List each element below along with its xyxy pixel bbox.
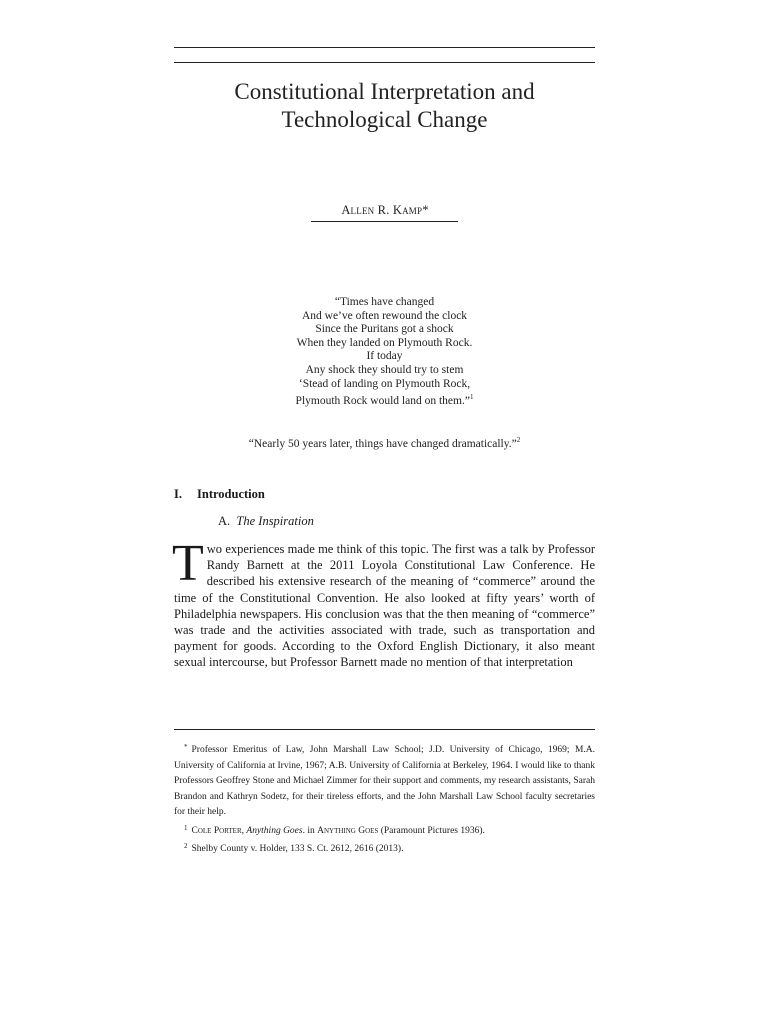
poem-line: “Times have changed <box>334 296 435 308</box>
citation-work: Anything Goes <box>246 825 303 836</box>
header-rule-bottom <box>174 62 595 63</box>
paragraph-text: wo experiences made me think of this topic. The first was a talk by Professor Randy Barnett at the 2011 Loyola Constitutional Law Conference. He described his extensive research of the meaning of “commerce” around the time of the Constitutional Convention. He also looked at fifty years’ worth of Philadelphia newspapers. His conclusion was that the then meaning of “commerce” was trade and the activities associated with trade, such as transportation and payment for goods. According to the Oxford English Dictionary, it also meant sexual intercourse, but Professor Barnett made no mention of that interpretation <box>174 542 595 670</box>
epigraph-text: “Nearly 50 years later, things have changed dramatically.” <box>248 437 517 450</box>
section-heading <box>174 487 265 502</box>
poem-epigraph <box>174 296 595 409</box>
footnote-2 <box>174 839 595 858</box>
footnote-ref-1[interactable]: 1 <box>469 393 474 402</box>
poem-line: If today <box>366 350 403 363</box>
footnote-text: Professor Emeritus of Law, John Marshall Law School; J.D. University of Chicago, 1969; M.A. University of California at Irvine, 1967; A.B. University of California at Berkeley, 1964. I would like to thank Professors Geoffrey Stone and Michael Zimmer for their support and comments, my research assistants, Sarah Brandon and Kathryn Sodetz, for their tireless efforts, and the John Marshall Law School faculty secretaries for their help. <box>174 745 595 817</box>
drop-cap: T <box>172 535 204 592</box>
poem-line: And we’ve often rewound the clock <box>301 309 468 322</box>
title-line-1: Constitutional Interpretation and <box>234 79 535 104</box>
subsection-title: The Inspiration <box>236 514 314 528</box>
poem-line: Any shock they should try to stem <box>305 363 464 376</box>
poem-line: When they landed on Plymouth Rock. <box>296 336 473 349</box>
title-line-2: Technological Change <box>281 107 488 132</box>
section-number: I. <box>174 487 182 501</box>
footnote-marker: * <box>184 743 188 751</box>
footnotes <box>174 740 595 858</box>
citation-author: Cole Porter <box>191 825 242 836</box>
poem-line: Plymouth Rock would land on them.” <box>295 394 470 407</box>
footnote-author <box>174 740 595 821</box>
citation-show: Anything Goes <box>317 825 379 836</box>
footnote-separator <box>174 729 595 730</box>
citation-in: . in <box>302 825 318 836</box>
footnote-marker: 1 <box>184 823 188 832</box>
author-name: Allen R. Kamp* <box>341 203 429 217</box>
subsection-heading <box>218 514 314 529</box>
author-underline <box>311 221 458 222</box>
section-title: Introduction <box>197 487 265 501</box>
poem-line-last <box>174 391 595 408</box>
footnote-text: Shelby County v. Holder, 133 S. Ct. 2612, 2616 (2013). <box>191 844 404 854</box>
citation-rest: (Paramount Pictures 1936). <box>378 825 485 836</box>
article-title <box>174 78 595 134</box>
poem-line: ‘Stead of landing on Plymouth Rock, <box>298 377 471 390</box>
footnote-marker: 2 <box>184 842 188 850</box>
header-rule-top <box>174 47 595 48</box>
quote-epigraph <box>174 436 595 450</box>
citation-sep: , <box>241 825 247 836</box>
body-paragraph <box>172 535 595 671</box>
author-byline <box>300 203 470 218</box>
subsection-letter: A. <box>218 514 231 528</box>
poem-line: Since the Puritans got a shock <box>315 323 454 336</box>
footnote-ref-2[interactable]: 2 <box>516 436 521 444</box>
footnote-1 <box>174 821 595 840</box>
